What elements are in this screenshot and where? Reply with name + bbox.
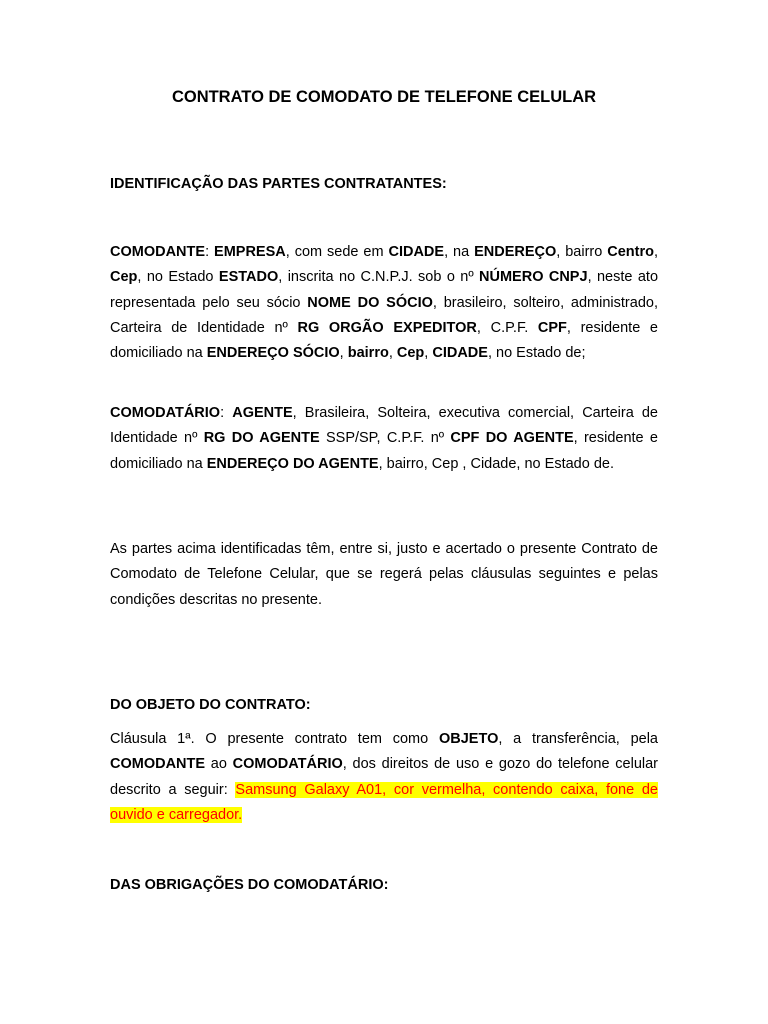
text-run: :: [220, 405, 233, 421]
section-heading-parties: IDENTIFICAÇÃO DAS PARTES CONTRATANTES:: [110, 176, 447, 192]
text-run: ,: [653, 244, 658, 260]
agreement-paragraph: As partes acima identificadas têm, entre si, justo e acertado o presente Contrato de Comodato de Telefone Celular, que se regerá pelas cláusulas seguintes e pelas condições descritas no presente.: [110, 541, 658, 608]
text-run: , residente e domiciliado na: [110, 319, 658, 362]
bold-text: bairro: [347, 345, 389, 362]
bold-text: RG ORGÃO EXPEDITOR: [297, 319, 477, 336]
bold-text: ESTADO: [218, 269, 279, 286]
text-run: , neste ato representada pelo seu sócio: [110, 269, 659, 311]
bold-text: CPF: [537, 319, 567, 336]
bold-text: AGENTE: [232, 405, 293, 421]
text-run: , na: [444, 244, 475, 260]
text-run: Cláusula 1ª. O presente contrato tem como: [110, 731, 439, 747]
bold-text: COMODANTE: [110, 244, 206, 260]
text-run: :: [205, 244, 215, 260]
text-run: , residente e domiciliado na: [110, 430, 658, 472]
bold-text: EMPRESA: [214, 244, 286, 260]
bold-text: Cep: [110, 269, 138, 286]
text-run: , bairro: [556, 244, 608, 260]
bold-text: CIDADE: [388, 244, 445, 260]
bold-text: ENDEREÇO: [474, 244, 557, 260]
text-run: , no Estado: [137, 269, 219, 286]
bold-text: NOME DO SÓCIO: [307, 294, 433, 311]
text-run: , bairro, Cep , Cidade, no Estado de.: [378, 455, 614, 472]
text-run: ,: [388, 345, 397, 362]
bold-text: RG DO AGENTE: [203, 430, 320, 447]
bold-text: CPF DO AGENTE: [450, 430, 574, 447]
section-heading-obligations: DAS OBRIGAÇÕES DO COMODATÁRIO:: [110, 877, 389, 893]
bold-text: COMODANTE: [110, 756, 206, 773]
text-run: , inscrita no C.N.P.J. sob o nº: [278, 269, 480, 286]
bold-text: CIDADE: [432, 345, 488, 362]
section-heading-object: DO OBJETO DO CONTRATO:: [110, 697, 311, 713]
bold-text: OBJETO: [438, 731, 499, 747]
bold-text: Centro: [607, 244, 654, 260]
bold-text: COMODATÁRIO: [232, 756, 343, 773]
text-run: , dos direitos de uso e gozo do telefone celular descrito a seguir:: [110, 756, 658, 798]
text-run: , C.P.F.: [476, 319, 538, 336]
bold-text: NÚMERO CNPJ: [479, 269, 588, 286]
bold-text: ENDEREÇO DO AGENTE: [206, 455, 379, 472]
comodatario-paragraph: [110, 401, 658, 477]
text-run: ao: [205, 756, 233, 773]
bold-text: ENDEREÇO SÓCIO: [206, 345, 340, 362]
clause-1-paragraph: [110, 727, 658, 828]
highlighted-text: Samsung Galaxy A01, cor vermelha, contendo caixa, fone de ouvido e carregador.: [110, 781, 659, 823]
text-run: , brasileiro, solteiro, administrado, Carteira de Identidade nº: [110, 294, 658, 336]
bold-text: COMODATÁRIO: [110, 405, 221, 421]
text-run: ,: [424, 345, 433, 362]
text-run: , Brasileira, Solteira, executiva comercial, Carteira de Identidade nº: [110, 405, 658, 447]
text-run: , com sede em: [285, 244, 389, 260]
text-run: SSP/SP, C.P.F. nº: [319, 430, 451, 447]
document-title: CONTRATO DE COMODATO DE TELEFONE CELULAR: [171, 88, 597, 106]
text-run: , a transferência, pela: [498, 731, 658, 747]
text-run: ,: [339, 345, 348, 362]
comodante-paragraph: [110, 240, 658, 366]
text-run: , no Estado de;: [487, 345, 586, 362]
bold-text: Cep: [396, 345, 425, 362]
